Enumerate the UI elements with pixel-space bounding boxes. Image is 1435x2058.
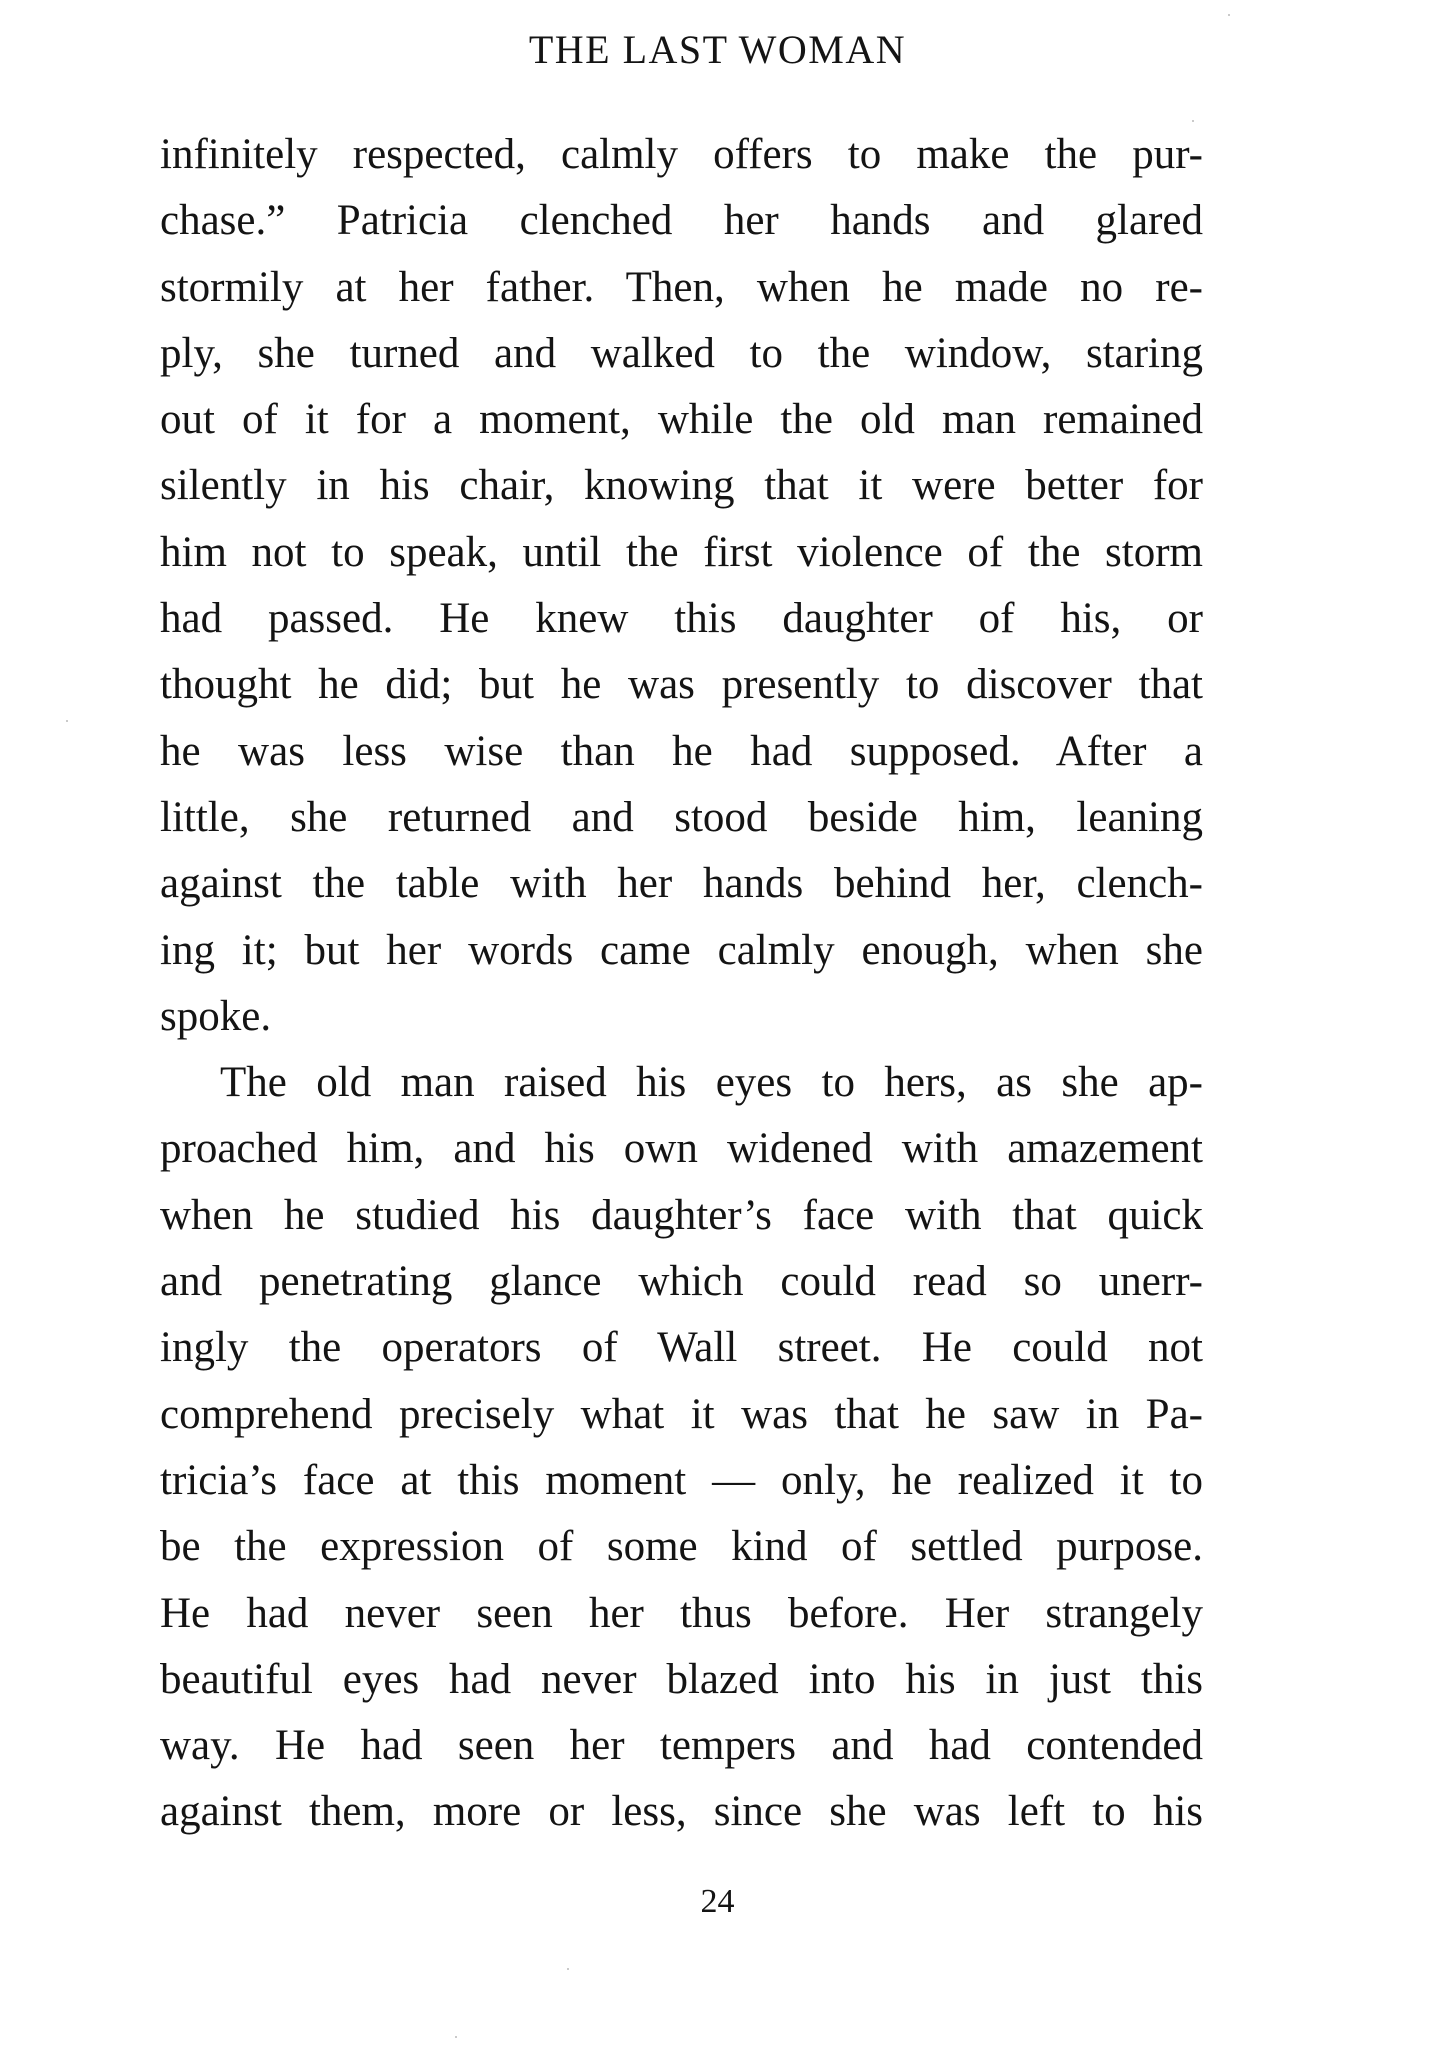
text-line: little, she returned and stood beside him, leaning	[160, 793, 1203, 841]
running-head: THE LAST WOMAN	[528, 27, 907, 72]
text-line: thought he did; but he was presently to discover that	[160, 661, 1203, 709]
text-line-paragraph-start: The old man raised his eyes to hers, as she ap-	[220, 1059, 1203, 1107]
body-text	[160, 122, 1203, 1846]
text-line: be the expression of some kind of settled purpose.	[160, 1523, 1203, 1571]
text-line: comprehend precisely what it was that he saw in Pa-	[160, 1390, 1203, 1438]
text-line: stormily at her father. Then, when he made no re-	[160, 263, 1203, 311]
text-line: tricia’s face at this moment — only, he realized it to	[160, 1456, 1203, 1504]
text-line: against the table with her hands behind her, clench-	[160, 860, 1203, 908]
text-line: when he studied his daughter’s face with that quick	[160, 1191, 1203, 1239]
text-line: and penetrating glance which could read so unerr-	[160, 1258, 1203, 1306]
text-line: ingly the operators of Wall street. He could not	[160, 1324, 1203, 1372]
scan-speck	[66, 720, 68, 722]
text-line: silently in his chair, knowing that it were better for	[160, 462, 1203, 510]
text-line: had passed. He knew this daughter of his, or	[160, 595, 1203, 643]
scan-speck	[1228, 14, 1230, 16]
text-line: proached him, and his own widened with amazement	[160, 1125, 1203, 1173]
scan-speck	[455, 2036, 457, 2038]
text-line: infinitely respected, calmly offers to make the pur-	[160, 131, 1203, 178]
text-line: beautiful eyes had never blazed into his in just this	[160, 1655, 1203, 1703]
text-line: ing it; but her words came calmly enough, when she	[160, 926, 1203, 974]
text-line: He had never seen her thus before. Her strangely	[160, 1589, 1203, 1637]
scan-speck	[1192, 120, 1194, 122]
text-line: out of it for a moment, while the old man remained	[160, 396, 1203, 444]
text-line: he was less wise than he had supposed. After a	[160, 727, 1203, 775]
text-line: him not to speak, until the first violence of the storm	[160, 528, 1203, 576]
text-line: way. He had seen her tempers and had contended	[160, 1722, 1203, 1770]
scan-speck	[567, 1968, 569, 1970]
page-number: 24	[700, 1883, 735, 1920]
text-line: ply, she turned and walked to the window, staring	[160, 329, 1203, 377]
text-line: chase.” Patricia clenched her hands and glared	[160, 197, 1203, 245]
text-line-paragraph-end: spoke.	[160, 992, 272, 1040]
text-line: against them, more or less, since she was left to his	[160, 1788, 1203, 1836]
